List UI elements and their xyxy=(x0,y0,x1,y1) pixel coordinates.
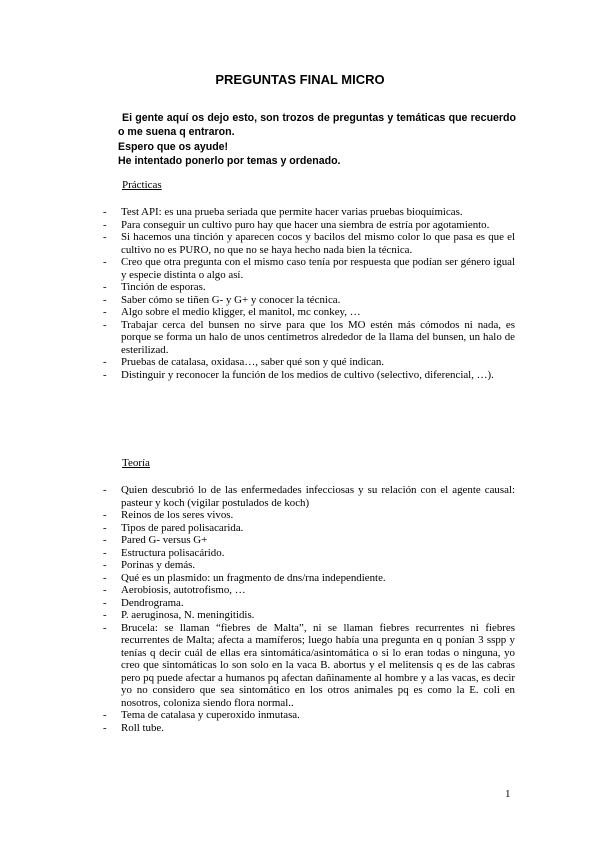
section-heading-teoria: Teoría xyxy=(122,457,150,469)
list-item: - Distinguir y reconocer la función de los medios de cultivo (selectivo, diferencial, …). xyxy=(103,368,494,381)
bullet-dash: - xyxy=(103,256,107,268)
list-item: - Test API: es una prueba seriada que permite hacer varias pruebas bioquímicas. xyxy=(103,206,463,218)
bullet-dash: - xyxy=(103,559,107,571)
list-item: - Estructura polisacárido. xyxy=(103,546,225,559)
list-item: - Saber cómo se tiñen G- y G+ y conocer la técnica. xyxy=(103,293,341,306)
list-item: - Para conseguir un cultivo puro hay que hacer una siembra de estría por agotamiento. xyxy=(103,218,490,231)
bullet-dash: - xyxy=(103,281,107,293)
bullet-dash: - xyxy=(103,546,107,559)
bullet-dash: - xyxy=(103,596,107,609)
bullet-dash: - xyxy=(103,534,107,546)
bullet-dash: - xyxy=(103,584,107,596)
list-item: - Pared G- versus G+ xyxy=(103,534,208,546)
bullet-dash: - xyxy=(103,318,107,331)
page-title: PREGUNTAS FINAL MICRO xyxy=(215,72,385,87)
list-item: - Porinas y demás. xyxy=(103,559,196,571)
bullet-dash: - xyxy=(103,721,107,734)
intro-line: Ei gente aquí os dejo esto, son trozos de preguntas y temáticas que recuerdo o me suena q entraron. xyxy=(118,112,516,139)
bullet-dash: - xyxy=(103,621,107,634)
list-item: - Dendrograma. xyxy=(103,596,184,609)
intro-block xyxy=(118,111,516,169)
list-item: - Creo que otra pregunta con el mismo caso tenía por respuesta que podían ser género igual y especie distinta o algo así. xyxy=(103,256,515,281)
list-item: - Algo sobre el medio kligger, el manitol, mc conkey, … xyxy=(103,306,361,318)
list-item: - P. aeruginosa, N. meningitidis. xyxy=(103,609,255,621)
intro-line: He intentado ponerlo por temas y ordenado. xyxy=(118,155,341,168)
bullet-dash: - xyxy=(103,609,107,621)
bullet-dash: - xyxy=(103,484,107,496)
section-heading-practicas: Prácticas xyxy=(122,179,162,191)
list-item: - Quien descubrió lo de las enfermedades infecciosas y su relación con el agente causal: pasteur y koch (vigilar postulados de koch) xyxy=(103,484,515,509)
intro-line: Espero que os ayude! xyxy=(118,140,229,153)
list-item: - Reinos de los seres vivos. xyxy=(103,509,234,521)
list-item: - Aerobiosis, autotrofismo, … xyxy=(103,584,246,596)
list-item: - Tema de catalasa y cuperoxido inmutasa. xyxy=(103,709,300,721)
bullet-dash: - xyxy=(103,368,107,381)
list-item: - Pruebas de catalasa, oxidasa…, saber qué son y qué indican. xyxy=(103,356,385,368)
list-item: - Si hacemos una tinción y aparecen cocos y bacilos del mismo color lo que pasa es que el cultivo no es PURO, no que no se haya hecho nada bien la técnica. xyxy=(103,231,515,256)
bullet-dash: - xyxy=(103,218,107,231)
bullet-dash: - xyxy=(103,306,107,318)
list-item: - Brucela: se llaman “fiebres de Malta”, ni se llaman fiebres recurrentes ni fiebres recurrentes de Malta; afecta a mamíferos; luego había una pregunta en q ponían 3 sspp y tenías q decir cuál de ellas era sintomática/asintomática o si lo eran todas o ninguna, yo creo que sintomáticas lo son solo en la vaca B. abortus y el melitensis q es de las cabras pero pq puede afectar a humanos pq afectan dañinamente al hombre y a las vacas, es decir yo no considero que sea sintomático en los otros animales pq es como la E. coli en nosotros, coloniza siendo flora normal.. xyxy=(103,621,515,709)
practicas-list xyxy=(103,206,515,381)
list-item: - Qué es un plasmido: un fragmento de dns/rna independiente. xyxy=(103,571,386,584)
list-item: - Tipos de pared polisacarida. xyxy=(103,521,244,534)
list-item: - Trabajar cerca del bunsen no sirve para que los MO estén más cómodos ni nada, es porque se forma un halo de unos centímetros alrededor de la llama del bunsen, un halo de esterilizad. xyxy=(103,318,515,356)
bullet-dash: - xyxy=(103,206,107,218)
bullet-dash: - xyxy=(103,293,107,306)
bullet-dash: - xyxy=(103,571,107,584)
bullet-dash: - xyxy=(103,521,107,534)
list-item: - Tinción de esporas. xyxy=(103,281,206,293)
page-number: 1 xyxy=(505,788,511,800)
bullet-dash: - xyxy=(103,509,107,521)
teoria-list xyxy=(103,484,515,734)
bullet-dash: - xyxy=(103,709,107,721)
list-item: - Roll tube. xyxy=(103,721,164,734)
bullet-dash: - xyxy=(103,356,107,368)
bullet-dash: - xyxy=(103,231,107,243)
